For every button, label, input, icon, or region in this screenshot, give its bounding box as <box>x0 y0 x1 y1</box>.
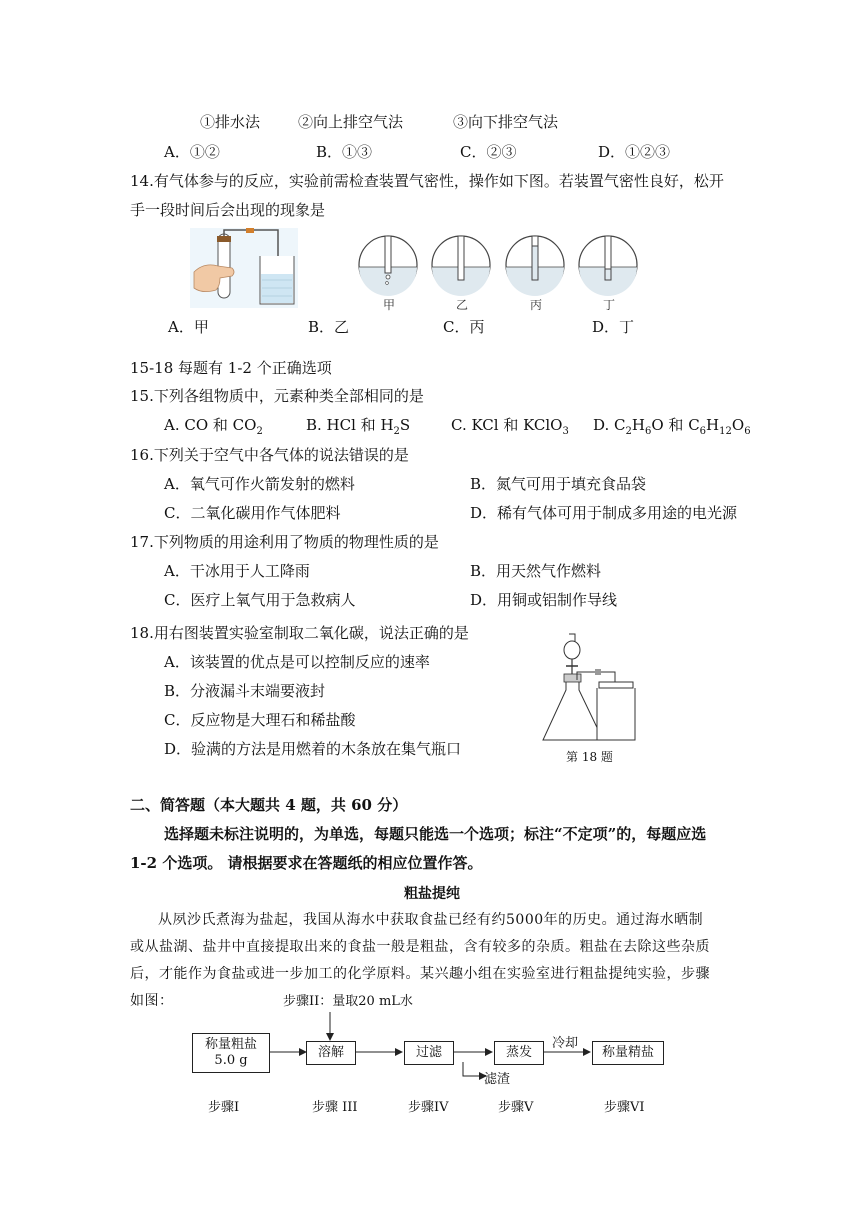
q16-option-d: D．稀有气体可用于制成多用途的电光源 <box>470 504 738 522</box>
q16-option-b: B．氮气可用于填充食品袋 <box>470 475 647 493</box>
part2-heading: 二、简答题（本大题共 4 题，共 60 分） <box>130 796 408 814</box>
flow-box-weigh-crude-line1: 称量粗盐 <box>204 1037 257 1052</box>
q14-option-c: C．丙 <box>443 318 485 336</box>
q18-option-c: C．反应物是大理石和稀盐酸 <box>164 711 356 729</box>
q16-option-a: A．氧气可作火箭发射的燃料 <box>164 475 355 493</box>
step-label-4: 步骤IV <box>408 1100 449 1115</box>
q18-fig-caption: 第 18 题 <box>566 750 613 764</box>
flow-box-weigh-crude-line2: 5.0 g <box>214 1053 248 1068</box>
fig-label-bing: 丙 <box>530 298 543 312</box>
q17-option-d: D．用铜或铝制作导线 <box>470 591 618 609</box>
q14-stem-line1: 14.有气体参与的反应，实验前需检查装置气密性，操作如下图。若装置气密性良好，松开 <box>130 172 724 190</box>
method-3: ③向下排空气法 <box>453 113 559 131</box>
q18-option-a: A．该装置的优点是可以控制反应的速率 <box>164 653 430 671</box>
q17-option-a: A．干冰用于人工降雨 <box>164 562 310 580</box>
passage-body <box>130 907 750 1015</box>
q14-option-d: D．丁 <box>592 318 635 336</box>
method-2: ②向上排空气法 <box>298 113 404 131</box>
part2-note-line2: 1-2 个选项。 请根据要求在答题纸的相应位置作答。 <box>130 854 483 872</box>
passage-line: 从夙沙氏煮海为盐起，我国从海水中获取食盐已经有约5000年的历史。通过海水晒制 <box>158 912 704 928</box>
q18-option-b: B．分液漏斗末端要液封 <box>164 682 326 700</box>
q18-option-d: D．验满的方法是用燃着的木条放在集气瓶口 <box>164 740 462 758</box>
q15-option-d: D. $C_2H_6O$ 和 $C_6H_{12}O_6$ <box>593 416 751 437</box>
step-label-3: 步骤 III <box>312 1100 358 1115</box>
part2-note-line1: 选择题未标注说明的，为单选，每题只能选一个选项；标注“不定项”的，每题应选 <box>164 825 707 843</box>
flow-box-weigh-refined: 称量精盐 <box>592 1041 664 1065</box>
q13-option-c: C．②③ <box>460 143 517 161</box>
airtightness-check-figure <box>190 228 298 308</box>
q15-option-c: C. KCl 和 KClO$_3$ <box>451 416 569 437</box>
q15-option-b: B. HCl 和 $H_2S$ <box>306 416 411 437</box>
passage-line: 后，才能作为食盐或进一步加工的化学原料。某兴趣小组在实验室进行粗盐提纯实验，步骤 <box>130 966 710 982</box>
flow-box-dissolve: 溶解 <box>306 1041 356 1065</box>
step-label-6: 步骤VI <box>604 1100 645 1115</box>
passage-line: 如图： <box>130 993 174 1009</box>
q15-stem: 15.下列各组物质中，元素种类全部相同的是 <box>130 387 424 405</box>
q14-stem-line2: 手一段时间后会出现的现象是 <box>130 201 326 219</box>
passage-title: 粗盐提纯 <box>404 886 460 902</box>
q13-option-b: B．①③ <box>316 143 373 161</box>
step2-label: 步骤II：量取20 mL水 <box>283 994 413 1009</box>
q17-option-b: B．用天然气作燃料 <box>470 562 602 580</box>
q13-option-a: A．①② <box>164 143 220 161</box>
step-label-1: 步骤I <box>208 1100 240 1115</box>
passage-line: 或从盐湖、盐井中直接提取出来的食盐一般是粗盐，含有较多的杂质。粗盐在去除这些杂质 <box>130 939 710 955</box>
residue-label: 滤渣 <box>484 1072 511 1087</box>
q14-option-a: A．甲 <box>168 318 209 336</box>
flow-box-filter: 过滤 <box>404 1041 454 1065</box>
q16-option-c: C．二氧化碳用作气体肥料 <box>164 504 341 522</box>
step-label-5: 步骤V <box>498 1100 534 1115</box>
co2-apparatus-figure <box>535 628 645 746</box>
fig-label-jia: 甲 <box>383 298 396 312</box>
flow-box-weigh-crude <box>192 1033 270 1073</box>
q13-option-d: D．①②③ <box>598 143 671 161</box>
flow-box-evaporate: 蒸发 <box>494 1041 544 1065</box>
q17-stem: 17.下列物质的用途利用了物质的物理性质的是 <box>130 533 439 551</box>
q14-option-b: B．乙 <box>308 318 350 336</box>
fig-label-yi: 乙 <box>456 298 469 312</box>
section-note: 15-18 每题有 1-2 个正确选项 <box>130 359 332 377</box>
q16-stem: 16.下列关于空气中各气体的说法错误的是 <box>130 446 409 464</box>
method-1: ①排水法 <box>200 113 261 131</box>
cool-label: 冷却 <box>552 1036 579 1051</box>
q18-stem: 18.用右图装置实验室制取二氧化碳，说法正确的是 <box>130 624 469 642</box>
q15-option-a: A. CO 和 $CO_2$ <box>164 416 263 437</box>
result-circles-figure <box>355 233 645 297</box>
fig-label-ding: 丁 <box>603 298 616 312</box>
q17-option-c: C．医疗上氧气用于急救病人 <box>164 591 356 609</box>
